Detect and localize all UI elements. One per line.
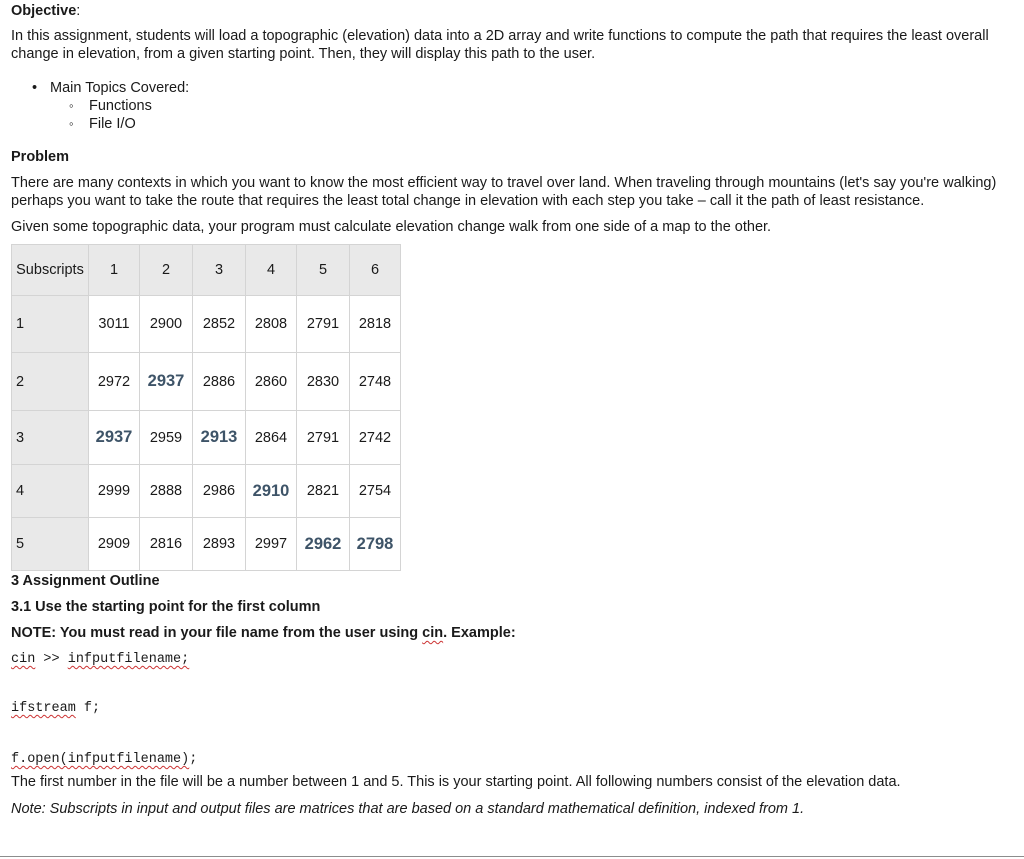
topics-list [11,79,611,133]
table-row [12,296,401,353]
table-cell: 2999 [89,465,140,518]
bottom-divider [0,856,1024,857]
row-label: 3 [12,411,89,465]
table-cell-highlighted: 2913 [193,411,246,465]
column-header: 2 [140,245,193,296]
row-label: 5 [12,518,89,571]
table-cell: 2742 [350,411,401,465]
objective-heading-line [11,2,80,20]
table-cell: 3011 [89,296,140,353]
topics-label: • Main Topics Covered: [11,79,611,97]
column-header: 1 [89,245,140,296]
table-corner-header: Subscripts [12,245,89,296]
table-cell: 2748 [350,353,401,411]
table-row [12,353,401,411]
table-cell: 2816 [140,518,193,571]
note-cin: cin [422,625,444,641]
table-cell: 2888 [140,465,193,518]
code-filename: infputfilename; [67,652,190,667]
table-row [12,518,401,571]
code-var: f; [75,701,101,716]
table-row [12,411,401,465]
problem-paragraph-1: There are many contexts in which you want to know the most efficient way to travel over land. When traveling through mountains (let's say you're walking) perhaps you want to take the route that requires the least total change in elevation with each step you take – call it the path of least resistance. [11,175,997,209]
problem-paragraph-2: Given some topographic data, your program must calculate elevation change walk from one side of a map to the other. [11,219,772,235]
table-cell: 2754 [350,465,401,518]
table-cell: 2909 [89,518,140,571]
table-cell: 2860 [246,353,297,411]
table-cell: 2886 [193,353,246,411]
table-cell-highlighted: 2798 [350,518,401,571]
note-line [11,624,516,642]
column-header: 6 [350,245,401,296]
subscripts-note: Note: Subscripts in input and output files are matrices that are based on a standard mathematical definition, indexed from 1. [11,801,805,817]
table-cell: 2808 [246,296,297,353]
outline-heading: 3 Assignment Outline [11,573,160,589]
objective-text: In this assignment, students will load a topographic (elevation) data into a 2D array and write functions to compute the path that requires the least overall change in elevation, from a given starting point. Then, they will display this path to the user. [11,28,989,62]
table-cell-highlighted: 2910 [246,465,297,518]
note-prefix: NOTE: You must read in your file name from the user using [11,625,423,641]
table-cell: 2959 [140,411,193,465]
elevation-table [11,244,401,571]
problem-heading: Problem [11,149,70,165]
row-label: 1 [12,296,89,353]
table-cell: 2864 [246,411,297,465]
table-cell: 2818 [350,296,401,353]
row-label: 2 [12,353,89,411]
table-cell: 2893 [193,518,246,571]
table-header-row [12,245,401,296]
column-header: 3 [193,245,246,296]
table-cell: 2972 [89,353,140,411]
code-line-3 [11,751,197,769]
table-cell: 2986 [193,465,246,518]
table-cell: 2821 [297,465,350,518]
table-cell-highlighted: 2937 [89,411,140,465]
code-operator: >> [35,652,68,667]
table-cell: 2852 [193,296,246,353]
table-cell-highlighted: 2937 [140,353,193,411]
code-open-call: f.open(infputfilename) [11,752,190,767]
row-label: 4 [12,465,89,518]
table-cell: 2791 [297,296,350,353]
code-cin: cin [11,652,36,667]
first-number-paragraph: The first number in the file will be a number between 1 and 5. This is your starting point. All following numbers consist of the elevation data. [11,774,901,790]
table-cell: 2997 [246,518,297,571]
code-semicolon: ; [189,752,198,767]
objective-heading: Objective [11,3,77,19]
outline-subheading: 3.1 Use the starting point for the first column [11,599,321,615]
table-cell-highlighted: 2962 [297,518,350,571]
code-ifstream: ifstream [11,701,76,716]
note-suffix: . Example: [443,625,516,641]
objective-colon: : [76,3,81,19]
code-line-1 [11,651,189,669]
code-line-2 [11,700,100,718]
column-header: 5 [297,245,350,296]
table-cell: 2791 [297,411,350,465]
topic-item: ◦ Functions [11,97,611,115]
column-header: 4 [246,245,297,296]
table-cell: 2830 [297,353,350,411]
table-row [12,465,401,518]
table-cell: 2900 [140,296,193,353]
topic-item: ◦ File I/O [11,115,611,133]
